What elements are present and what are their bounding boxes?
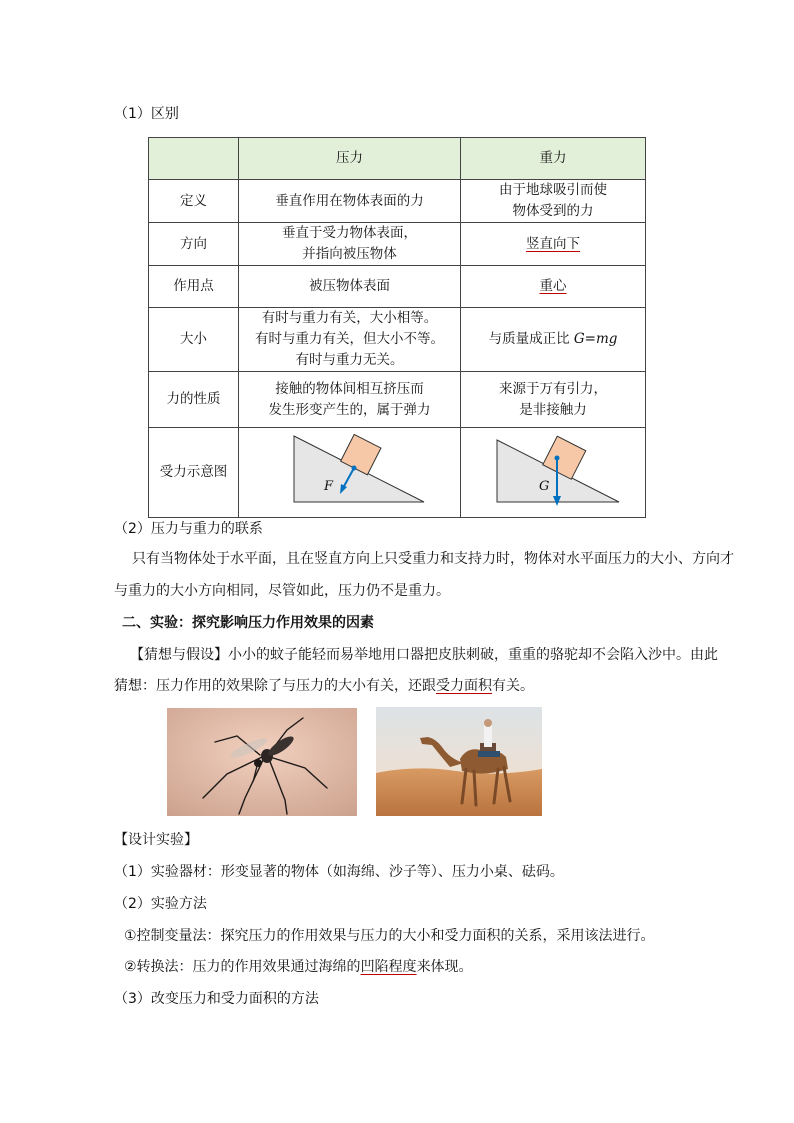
hypothesis-line: 【猜想与假设】小小的蚊子能轻而易举地用口器把皮肤刺破，重重的骆驼却不会陷入沙中。由此 — [130, 647, 718, 663]
force-symbol-f: F — [323, 479, 333, 494]
table-row — [149, 428, 646, 518]
force-symbol-g: G — [539, 479, 550, 494]
pressure-diagram-cell — [239, 428, 461, 518]
header-pressure: 压力 — [239, 138, 461, 180]
list-item: ②转换法：压力的作用效果通过海绵的凹陷程度来体现。 — [124, 959, 473, 975]
gravity-cell: 由于地球吸引而使 物体受到的力 — [461, 180, 646, 223]
pressure-force-diagram — [242, 428, 458, 510]
list-item: （2）实验方法 — [114, 896, 207, 912]
row-label: 作用点 — [149, 266, 239, 308]
row-label: 大小 — [149, 308, 239, 372]
table-row — [149, 223, 646, 266]
header-gravity: 重力 — [461, 138, 646, 180]
list-item: ①控制变量法：探究压力的作用效果与压力的大小和受力面积的关系，采用该法进行。 — [124, 928, 655, 944]
row-label: 力的性质 — [149, 372, 239, 428]
gravity-diagram-cell — [461, 428, 646, 518]
table-row — [149, 138, 646, 180]
experiment-heading: 二、实验：探究影响压力作用效果的因素 — [122, 615, 374, 631]
comparison-table — [148, 137, 646, 518]
gravity-force-diagram — [463, 428, 643, 510]
section1-title: （1）区别 — [114, 106, 179, 122]
gravity-cell: 来源于万有引力， 是非接触力 — [461, 372, 646, 428]
header-empty — [149, 138, 239, 180]
pressure-cell: 被压物体表面 — [239, 266, 461, 308]
gravity-cell: 与质量成正比 G=mg — [461, 308, 646, 372]
hypothesis-line: 猜想：压力作用的效果除了与压力的大小有关，还跟受力面积有关。 — [114, 678, 534, 694]
gravity-cell: 竖直向下 — [461, 223, 646, 266]
table-row — [149, 372, 646, 428]
table-row — [149, 266, 646, 308]
section2-title: （2）压力与重力的联系 — [114, 521, 263, 537]
pressure-cell: 垂直作用在物体表面的力 — [239, 180, 461, 223]
design-heading: 【设计实验】 — [114, 832, 198, 848]
camel-photo — [376, 707, 542, 816]
paragraph-line: 与重力的大小方向相同，尽管如此，压力仍不是重力。 — [114, 583, 450, 599]
pressure-cell: 垂直于受力物体表面， 并指向被压物体 — [239, 223, 461, 266]
list-item: （1）实验器材：形变显著的物体（如海绵、沙子等）、压力小桌、砝码。 — [114, 864, 564, 880]
gravity-cell: 重心 — [461, 266, 646, 308]
paragraph-line: 只有当物体处于水平面，且在竖直方向上只受重力和支持力时，物体对水平面压力的大小、方向才 — [132, 551, 734, 567]
row-label: 受力示意图 — [149, 428, 239, 518]
row-label: 方向 — [149, 223, 239, 266]
table-row — [149, 180, 646, 223]
pressure-cell: 有时与重力有关，大小相等。 有时与重力有关，但大小不等。 有时与重力无关。 — [239, 308, 461, 372]
underlined-answer: 受力面积 — [436, 678, 492, 694]
mosquito-photo — [167, 708, 357, 816]
table-row — [149, 308, 646, 372]
pressure-cell: 接触的物体间相互挤压而 发生形变产生的，属于弹力 — [239, 372, 461, 428]
row-label: 定义 — [149, 180, 239, 223]
list-item: （3）改变压力和受力面积的方法 — [114, 991, 319, 1007]
underlined-answer: 凹陷程度 — [360, 959, 417, 975]
